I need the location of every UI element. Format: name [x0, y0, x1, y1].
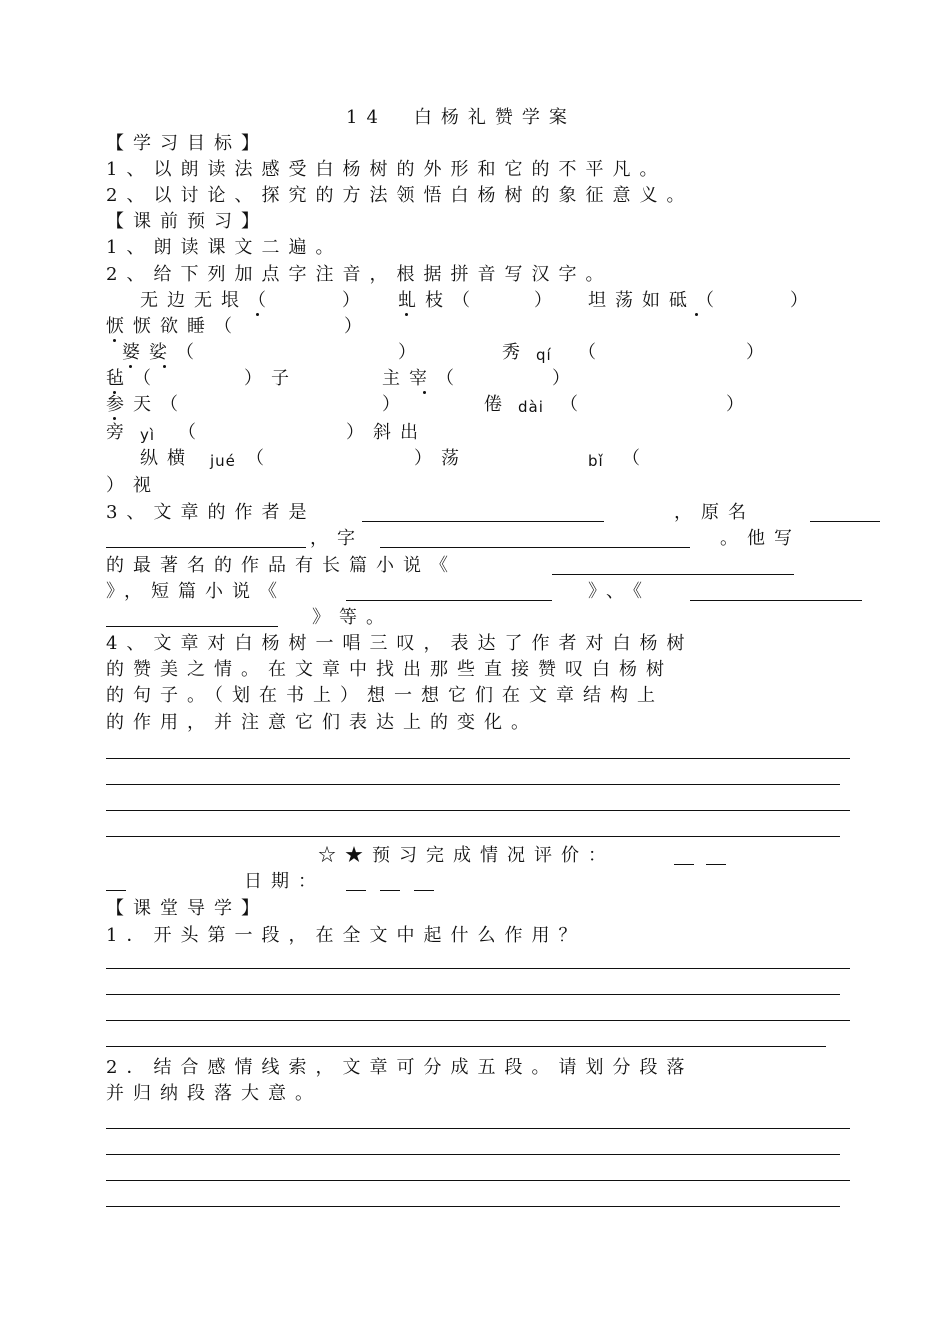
- q3-original-name-label: ，原名: [674, 502, 755, 523]
- answer-line[interactable]: [106, 810, 850, 811]
- answer-line[interactable]: [106, 968, 850, 969]
- word-zhanzi: 毡（: [106, 368, 160, 389]
- answer-line[interactable]: [106, 836, 840, 837]
- q3-separator: 》、《: [588, 581, 651, 602]
- q3-original-name-blank[interactable]: [810, 521, 880, 522]
- paren-close: ）: [344, 316, 371, 337]
- answer-line[interactable]: [106, 1154, 840, 1155]
- date-blank[interactable]: [380, 890, 400, 891]
- word-tandangrudi: 坦荡如砥（: [588, 290, 723, 311]
- pinyin-jue: jué: [210, 452, 236, 470]
- emphasis-dot: [163, 365, 166, 368]
- q3-novel-label: 的最著名的作品有长篇小说《: [106, 555, 457, 576]
- paren-close: ）: [790, 290, 817, 311]
- answer-line[interactable]: [106, 1206, 840, 1207]
- emphasis-dot: [113, 339, 116, 342]
- paren-open: （: [560, 394, 587, 415]
- word-dang: ）荡: [414, 448, 468, 469]
- pinyin-qi: qí: [536, 346, 552, 364]
- pinyin-bi: bǐ: [588, 452, 604, 470]
- evaluation-blank[interactable]: [106, 890, 126, 891]
- date-label: 日期：: [244, 871, 325, 892]
- q4-line-4: 的作用，并注意它们表达上的变化。: [106, 712, 538, 733]
- answer-line[interactable]: [106, 1020, 850, 1021]
- q3-author-label: 3、文章的作者是: [106, 502, 316, 523]
- answer-line[interactable]: [106, 1046, 826, 1047]
- word-shi: ）视: [106, 475, 160, 496]
- preview-item-1: 1、朗读课文二遍。: [106, 237, 343, 258]
- class-question-2-line-2: 并归纳段落大意。: [106, 1083, 322, 1104]
- answer-line[interactable]: [106, 1128, 850, 1129]
- word-posuo: 婆娑（: [122, 342, 203, 363]
- word-xiu: 秀: [502, 342, 529, 363]
- paren-close: ）: [726, 394, 753, 415]
- page-title: 14 白杨礼赞学案: [346, 107, 576, 128]
- section-heading-classroom: 【课堂导学】: [106, 898, 268, 919]
- q3-short-story-blank-1[interactable]: [346, 600, 552, 601]
- answer-line[interactable]: [106, 1180, 850, 1181]
- q4-line-1: 4、文章对白杨树一唱三叹，表达了作者对白杨树: [106, 633, 694, 654]
- word-qiuzhi: 虬枝（: [398, 290, 479, 311]
- q3-novel-blank[interactable]: [552, 574, 794, 575]
- word-zhanzi-tail: ）子: [244, 368, 298, 389]
- paren-close: ）: [534, 290, 561, 311]
- paren-open: （: [246, 448, 273, 469]
- q4-line-2: 的赞美之情。在文章中找出那些直接赞叹白杨树: [106, 659, 673, 680]
- word-xiechu: ）斜出: [346, 422, 427, 443]
- word-cantian: 参天（: [106, 394, 187, 415]
- answer-line[interactable]: [106, 758, 850, 759]
- word-yanyanyushui: 恹恹欲睡（: [106, 316, 241, 337]
- answer-line[interactable]: [106, 784, 840, 785]
- paren-close: ）: [746, 342, 773, 363]
- q3-author-blank[interactable]: [362, 521, 604, 522]
- evaluation-blank[interactable]: [706, 864, 726, 865]
- q3-he-wrote: 。他写: [720, 528, 801, 549]
- emphasis-dot: [695, 313, 698, 316]
- paren-close: ）: [398, 342, 425, 363]
- paren-open: （: [622, 448, 649, 469]
- answer-line[interactable]: [106, 994, 840, 995]
- class-question-2-line-1: 2．结合感情线索，文章可分成五段。请划分段落: [106, 1057, 694, 1078]
- q3-courtesy-name-label: ，字: [310, 528, 364, 549]
- word-juan: 倦: [484, 394, 511, 415]
- paren-close: ）: [382, 394, 409, 415]
- q3-courtesy-name-blank[interactable]: [380, 547, 690, 548]
- q3-etc: 》等。: [312, 607, 393, 628]
- paren-close: ）: [342, 290, 369, 311]
- paren-close: ）: [552, 368, 579, 389]
- emphasis-dot: [113, 417, 116, 420]
- q3-original-name-blank-2[interactable]: [106, 547, 306, 548]
- word-zongheng: 纵横: [140, 448, 194, 469]
- paren-open: （: [578, 342, 605, 363]
- date-blank[interactable]: [346, 890, 366, 891]
- paren-open: （: [178, 422, 205, 443]
- date-blank[interactable]: [414, 890, 434, 891]
- class-question-1: 1．开头第一段，在全文中起什么作用？: [106, 925, 586, 946]
- q4-line-3: 的句子。（划在书上）想一想它们在文章结构上: [106, 685, 664, 706]
- section-heading-objectives: 【学习目标】: [106, 133, 268, 154]
- q3-short-story-blank-2[interactable]: [690, 600, 862, 601]
- emphasis-dot: [256, 313, 259, 316]
- section-heading-preview: 【课前预习】: [106, 211, 268, 232]
- word-zhuzai: 主宰（: [382, 368, 463, 389]
- q3-short-story-blank-3[interactable]: [106, 626, 278, 627]
- word-pang: 旁: [106, 422, 133, 443]
- emphasis-dot: [423, 391, 426, 394]
- word-wubianwuyin: 无边无垠（: [140, 290, 275, 311]
- preview-item-2: 2、给下列加点字注音，根据拼音写汉字。: [106, 264, 613, 285]
- objective-2: 2、以讨论、探究的方法领悟白杨树的象征意义。: [106, 185, 694, 206]
- emphasis-dot: [405, 313, 408, 316]
- objective-1: 1、以朗读法感受白杨树的外形和它的不平凡。: [106, 159, 667, 180]
- evaluation-blank[interactable]: [674, 864, 694, 865]
- preview-evaluation-label: ☆★预习完成情况评价：: [318, 845, 615, 866]
- pinyin-dai: dài: [518, 398, 544, 416]
- q3-short-story-label: 》，短篇小说《: [106, 581, 286, 602]
- pinyin-yi: yì: [140, 426, 156, 444]
